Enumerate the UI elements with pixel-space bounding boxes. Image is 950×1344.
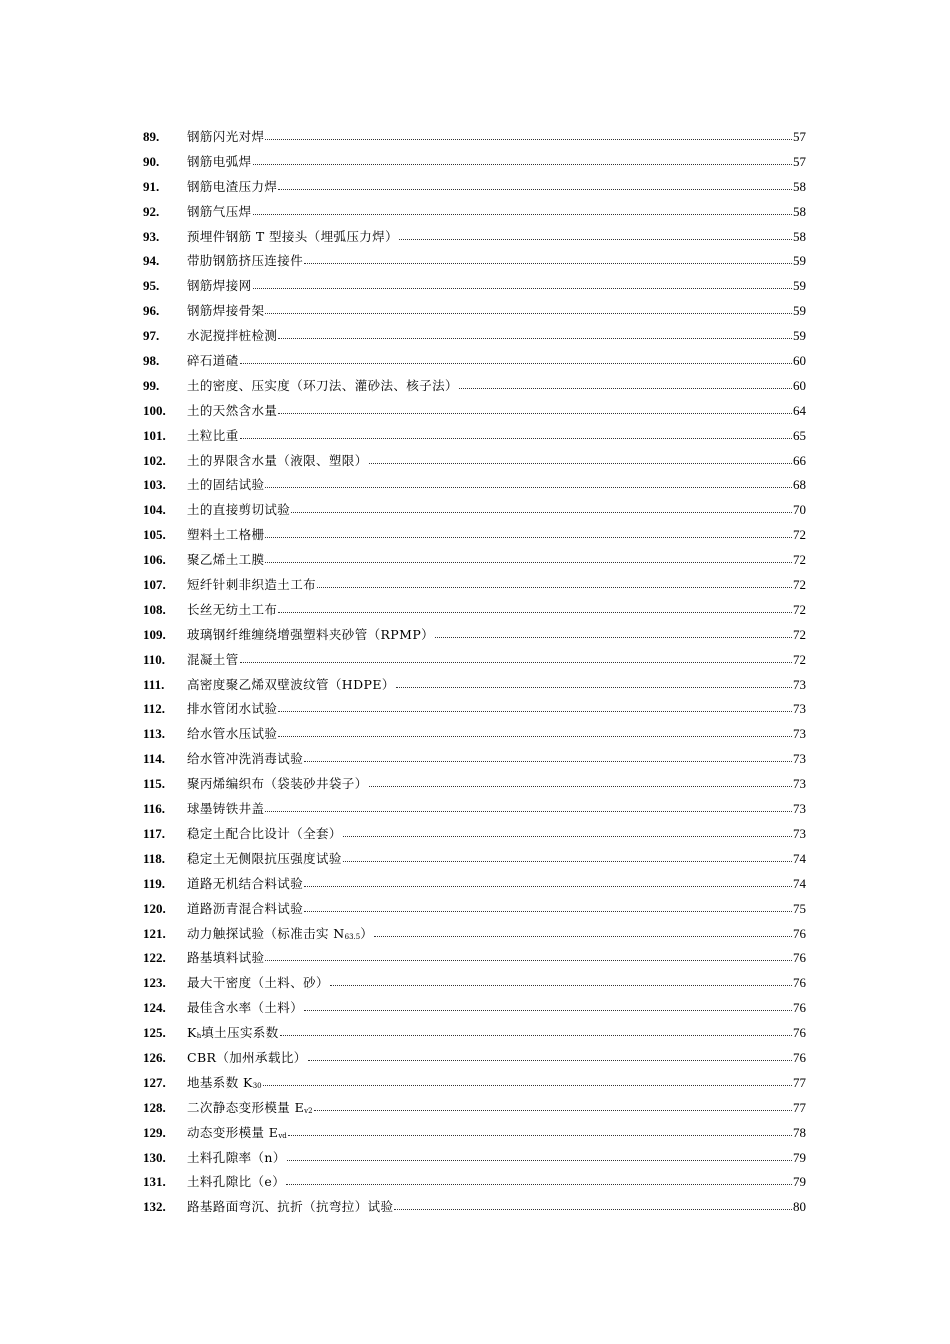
toc-entry-number: 123. [143, 975, 166, 991]
toc-entry-number: 109. [143, 626, 166, 642]
toc-dot-leader [265, 552, 792, 563]
toc-entry[interactable] [143, 1197, 806, 1222]
toc-entry[interactable] [143, 699, 806, 724]
toc-entry[interactable] [143, 948, 806, 973]
toc-entry-title-suffix: ） [360, 925, 374, 941]
toc-dot-leader [278, 328, 792, 339]
toc-entry-title [187, 575, 316, 595]
toc-dot-leader [240, 652, 792, 663]
toc-entry-subscript: h [196, 1032, 202, 1041]
toc-entry-title-suffix: 填土压实系数 [201, 1025, 279, 1041]
toc-entry-page-number: 65 [793, 427, 806, 443]
toc-entry-number: 117. [143, 825, 166, 841]
toc-entry-title [187, 1023, 279, 1046]
toc-entry-number: 121. [143, 925, 166, 941]
toc-entry-number: 127. [143, 1074, 166, 1090]
toc-entry-title-text: 钢筋焊接骨架 [187, 303, 265, 319]
toc-entry-title-text: 土的天然含水量 [187, 402, 278, 418]
toc-dot-leader [280, 1025, 792, 1036]
toc-entry-number: 110. [143, 651, 166, 667]
toc-dot-leader [304, 253, 792, 264]
toc-entry-page-number: 77 [793, 1099, 806, 1115]
toc-entry-title [187, 1197, 393, 1217]
toc-entry-page-number: 58 [793, 228, 806, 244]
toc-entry-title [187, 376, 458, 396]
toc-dot-leader [278, 403, 792, 414]
toc-entry[interactable] [143, 550, 806, 575]
toc-dot-leader [308, 1050, 792, 1061]
toc-entry-title-text: 塑料土工格栅 [187, 527, 265, 543]
toc-entry[interactable] [143, 152, 806, 177]
toc-entry-page-number: 74 [793, 875, 806, 891]
toc-entry-number: 126. [143, 1049, 166, 1065]
toc-entry[interactable] [143, 998, 806, 1023]
toc-entry-page-number: 79 [793, 1174, 806, 1190]
toc-entry[interactable] [143, 127, 806, 152]
toc-entry-page-number: 59 [793, 278, 806, 294]
toc-entry-title-text: 稳定土配合比设计（全套） [187, 825, 342, 841]
toc-entry-number: 103. [143, 477, 166, 493]
toc-entry-title-text: 钢筋焊接网 [187, 278, 252, 294]
toc-entry-number: 89. [143, 129, 160, 144]
toc-entry[interactable] [143, 973, 806, 998]
toc-entry[interactable] [143, 1073, 806, 1098]
toc-dot-leader [343, 851, 792, 862]
toc-entry[interactable] [143, 177, 806, 202]
toc-entry-number: 111. [143, 676, 165, 692]
toc-entry-title-text: 道路无机结合料试验 [187, 875, 304, 891]
toc-entry-title-text: 给水管水压试验 [187, 726, 278, 742]
toc-entry-number: 95. [143, 278, 160, 294]
toc-entry-title [187, 699, 277, 719]
toc-entry[interactable] [143, 625, 806, 650]
toc-entry-title-text: 路基路面弯沉、抗折（抗弯拉）试验 [187, 1199, 394, 1215]
toc-entry[interactable] [143, 1172, 806, 1197]
toc-entry-title [187, 1098, 313, 1121]
toc-dot-leader [343, 826, 792, 837]
toc-entry-page-number: 66 [793, 452, 806, 468]
toc-dot-leader [317, 577, 792, 588]
toc-entry[interactable] [143, 724, 806, 749]
toc-entry-page-number: 72 [793, 601, 806, 617]
toc-entry-page-number: 73 [793, 676, 806, 692]
toc-entry[interactable] [143, 251, 806, 276]
toc-entry-subscript: 63.5 [344, 932, 361, 941]
toc-dot-leader [304, 751, 792, 762]
toc-entry-title-text: 球墨铸铁井盖 [187, 801, 265, 817]
toc-dot-leader [253, 278, 792, 289]
toc-entry[interactable] [143, 475, 806, 500]
toc-entry[interactable] [143, 575, 806, 600]
toc-entry-title-text: 排水管闭水试验 [187, 701, 278, 717]
toc-entry-number: 98. [143, 353, 160, 369]
toc-entry-title-text: 短纤针刺非织造土工布 [187, 577, 317, 593]
toc-entry-title [187, 525, 264, 545]
toc-entry-number: 108. [143, 601, 166, 617]
toc-entry-title [187, 973, 329, 993]
toc-entry-number: 99. [143, 377, 160, 393]
toc-entry-number: 101. [143, 427, 166, 443]
toc-entry-title [187, 1073, 262, 1096]
toc-entry-title-text: 水泥搅拌桩检测 [187, 328, 278, 344]
toc-entry-page-number: 58 [793, 203, 806, 219]
toc-entry-title [187, 774, 368, 794]
toc-entry-title-text: 道路沥青混合料试验 [187, 900, 304, 916]
toc-entry-title [187, 202, 252, 222]
toc-dot-leader [374, 926, 792, 937]
toc-entry-number: 128. [143, 1099, 166, 1115]
toc-entry-page-number: 76 [793, 1049, 806, 1065]
toc-entry-title-text: 长丝无纺土工布 [187, 601, 278, 617]
toc-entry[interactable] [143, 500, 806, 525]
toc-entry-title [187, 625, 434, 645]
toc-entry-title [187, 650, 239, 670]
toc-dot-leader [253, 154, 792, 165]
toc-entry-number: 96. [143, 303, 160, 319]
toc-dot-leader [253, 204, 792, 215]
toc-entry-page-number: 72 [793, 626, 806, 642]
toc-entry-number: 130. [143, 1149, 166, 1165]
toc-entry-number: 129. [143, 1124, 166, 1140]
toc-entry-title-text: 稳定土无侧限抗压强度试验 [187, 850, 342, 866]
toc-dot-leader [399, 229, 792, 240]
toc-entry-title [187, 724, 277, 744]
toc-dot-leader [278, 726, 792, 737]
toc-dot-leader [278, 701, 792, 712]
toc-dot-leader [396, 677, 792, 688]
toc-dot-leader [265, 527, 792, 538]
toc-entry-page-number: 76 [793, 950, 806, 966]
toc-entry-number: 115. [143, 776, 166, 792]
toc-entry-title [187, 451, 368, 471]
toc-dot-leader [330, 975, 792, 986]
toc-dot-leader [314, 1100, 792, 1111]
toc-entry-page-number: 59 [793, 328, 806, 344]
toc-entry-title-text: 预埋件钢筋 T 型接头（埋弧压力焊） [187, 228, 398, 244]
toc-entry-title [187, 874, 303, 894]
toc-entry-page-number: 70 [793, 502, 806, 518]
toc-dot-leader [278, 602, 792, 613]
toc-entry-number: 100. [143, 402, 166, 418]
toc-dot-leader [304, 876, 792, 887]
toc-entry-page-number: 73 [793, 825, 806, 841]
toc-entry-page-number: 64 [793, 402, 806, 418]
toc-entry[interactable] [143, 1048, 806, 1073]
toc-entry-title [187, 351, 239, 371]
toc-entry[interactable] [143, 351, 806, 376]
toc-entry-page-number: 78 [793, 1124, 806, 1140]
toc-entry-title [187, 550, 264, 570]
toc-entry-title-text: 带肋钢筋挤压连接件 [187, 253, 304, 269]
toc-dot-leader [265, 950, 792, 961]
toc-entry[interactable] [143, 675, 806, 700]
toc-dot-leader [394, 1199, 792, 1210]
toc-entry-title-text: K [187, 1025, 197, 1041]
toc-entry[interactable] [143, 824, 806, 849]
toc-entry-subscript: 30 [252, 1081, 262, 1090]
toc-entry-page-number: 57 [793, 129, 806, 144]
toc-entry-title [187, 824, 342, 844]
toc-dot-leader [263, 1075, 792, 1086]
toc-entry-number: 92. [143, 203, 160, 219]
toc-entry-title-text: 聚乙烯土工膜 [187, 552, 265, 568]
toc-entry-title-text: 给水管冲洗消毒试验 [187, 751, 304, 767]
toc-entry-title [187, 152, 252, 172]
toc-entry-title [187, 500, 290, 520]
toc-entry-title-text: 玻璃钢纤维缠绕增强塑料夹砂管（RPMP） [187, 626, 435, 642]
toc-entry[interactable] [143, 1123, 806, 1148]
toc-entry-page-number: 60 [793, 353, 806, 369]
toc-entry-title [187, 948, 264, 968]
toc-entry-number: 125. [143, 1025, 166, 1041]
toc-entry-title-text: 路基填料试验 [187, 950, 265, 966]
toc-entry[interactable] [143, 749, 806, 774]
toc-entry[interactable] [143, 276, 806, 301]
toc-entry-page-number: 77 [793, 1074, 806, 1090]
toc-entry-page-number: 73 [793, 751, 806, 767]
toc-entry-title [187, 251, 303, 271]
toc-dot-leader [287, 1150, 792, 1161]
toc-entry-title [187, 1123, 287, 1146]
toc-entry[interactable] [143, 650, 806, 675]
toc-entry-title [187, 326, 277, 346]
toc-dot-leader [288, 1125, 792, 1136]
toc-entry-title [187, 227, 398, 247]
toc-entry[interactable] [143, 1148, 806, 1173]
toc-entry-title [187, 600, 277, 620]
toc-dot-leader [369, 776, 792, 787]
toc-entry-page-number: 80 [793, 1199, 806, 1215]
toc-dot-leader [286, 1174, 792, 1185]
toc-entry[interactable] [143, 525, 806, 550]
toc-entry-title [187, 899, 303, 919]
toc-entry[interactable] [143, 1098, 806, 1123]
toc-entry-number: 102. [143, 452, 166, 468]
toc-entry-title-text: 土的直接剪切试验 [187, 502, 291, 518]
toc-entry-number: 120. [143, 900, 166, 916]
toc-entry-title-text: 二次静态变形模量 E [187, 1099, 305, 1115]
toc-entry-page-number: 76 [793, 975, 806, 991]
toc-entry-number: 94. [143, 253, 160, 269]
toc-entry-title [187, 177, 277, 197]
toc-entry-number: 93. [143, 228, 160, 244]
toc-entry-title-text: 混凝土管 [187, 651, 239, 667]
toc-dot-leader [369, 453, 792, 464]
toc-entry-number: 114. [143, 751, 166, 767]
toc-entry-number: 119. [143, 875, 166, 891]
toc-entry-title-text: 动态变形模量 E [187, 1124, 279, 1140]
toc-entry-title-text: CBR（加州承载比） [187, 1049, 307, 1065]
toc-entry-page-number: 60 [793, 377, 806, 393]
toc-dot-leader [240, 428, 792, 439]
toc-entry[interactable] [143, 899, 806, 924]
toc-entry-title [187, 401, 277, 421]
toc-entry-number: 104. [143, 502, 166, 518]
toc-entry[interactable] [143, 874, 806, 899]
toc-entry-title [187, 426, 239, 446]
toc-dot-leader [278, 179, 792, 190]
toc-entry-page-number: 75 [793, 900, 806, 916]
toc-entry-number: 116. [143, 801, 166, 817]
toc-entry-page-number: 76 [793, 1000, 806, 1016]
toc-entry[interactable] [143, 376, 806, 401]
toc-entry-title [187, 799, 264, 819]
toc-entry-title-text: 土料孔隙率（n） [187, 1149, 286, 1165]
toc-entry[interactable] [143, 799, 806, 824]
toc-entry-title-text: 地基系数 K [187, 1074, 253, 1090]
toc-entry-title-text: 钢筋电渣压力焊 [187, 178, 278, 194]
toc-entry-title-text: 土的界限含水量（液限、塑限） [187, 452, 368, 468]
toc-entry-title-text: 碎石道碴 [187, 353, 239, 369]
toc-entry-title-text: 最大干密度（土料、砂） [187, 975, 329, 991]
toc-entry-title [187, 276, 252, 296]
toc-entry[interactable] [143, 849, 806, 874]
toc-dot-leader [435, 627, 792, 638]
toc-entry-page-number: 76 [793, 925, 806, 941]
toc-entry[interactable] [143, 924, 806, 949]
toc-entry-title [187, 749, 303, 769]
toc-entry-number: 118. [143, 850, 166, 866]
toc-entry-number: 132. [143, 1199, 166, 1215]
toc-entry-page-number: 73 [793, 776, 806, 792]
toc-entry-title [187, 127, 264, 147]
toc-entry-page-number: 74 [793, 850, 806, 866]
toc-entry-page-number: 73 [793, 726, 806, 742]
toc-dot-leader [291, 502, 792, 513]
toc-entry-number: 90. [143, 153, 160, 169]
toc-entry[interactable] [143, 202, 806, 227]
toc-entry-page-number: 59 [793, 303, 806, 319]
toc-entry-number: 107. [143, 577, 166, 593]
toc-entry-page-number: 73 [793, 801, 806, 817]
toc-entry[interactable] [143, 451, 806, 476]
toc-entry-page-number: 72 [793, 552, 806, 568]
toc-entry-title [187, 1048, 307, 1068]
toc-entry-title-text: 动力触探试验（标准击实 N [187, 925, 345, 941]
toc-entry-title-text: 高密度聚乙烯双壁波纹管（HDPE） [187, 676, 395, 692]
table-of-contents [143, 127, 806, 1222]
toc-entry-number: 91. [143, 178, 160, 194]
toc-dot-leader [265, 477, 792, 488]
toc-entry-title-text: 最佳含水率（土料） [187, 1000, 304, 1016]
toc-dot-leader [265, 303, 792, 314]
toc-entry-title-text: 土的固结试验 [187, 477, 265, 493]
toc-entry[interactable] [143, 774, 806, 799]
toc-entry-title [187, 675, 395, 695]
toc-entry-page-number: 73 [793, 701, 806, 717]
toc-entry-number: 131. [143, 1174, 166, 1190]
toc-entry-page-number: 57 [793, 153, 806, 169]
toc-entry-title [187, 849, 342, 869]
toc-entry-number: 106. [143, 552, 166, 568]
toc-entry[interactable] [143, 1023, 806, 1048]
toc-entry-number: 97. [143, 328, 160, 344]
toc-entry[interactable] [143, 227, 806, 252]
toc-entry-page-number: 59 [793, 253, 806, 269]
toc-dot-leader [304, 1000, 792, 1011]
toc-entry-subscript: vd [278, 1131, 287, 1140]
toc-entry[interactable] [143, 301, 806, 326]
toc-entry-title-text: 钢筋闪光对焊 [187, 129, 265, 144]
toc-dot-leader [265, 129, 792, 140]
toc-entry-title-text: 聚丙烯编织布（袋装砂井袋子） [187, 776, 368, 792]
toc-entry-number: 124. [143, 1000, 166, 1016]
toc-dot-leader [265, 801, 792, 812]
toc-entry-title-text: 钢筋电弧焊 [187, 153, 252, 169]
toc-entry-page-number: 76 [793, 1025, 806, 1041]
toc-dot-leader [459, 378, 792, 389]
toc-entry[interactable] [143, 600, 806, 625]
toc-entry-title-text: 土粒比重 [187, 427, 239, 443]
toc-entry-title [187, 1172, 285, 1192]
toc-entry-title-text: 土料孔隙比（e） [187, 1174, 286, 1190]
toc-entry-title [187, 1148, 286, 1168]
toc-entry-page-number: 72 [793, 527, 806, 543]
toc-entry-page-number: 58 [793, 178, 806, 194]
toc-entry-page-number: 79 [793, 1149, 806, 1165]
toc-entry-number: 122. [143, 950, 166, 966]
toc-entry-title-text: 土的密度、压实度（环刀法、灌砂法、核子法） [187, 377, 458, 393]
toc-entry-number: 112. [143, 701, 166, 717]
toc-entry-page-number: 72 [793, 577, 806, 593]
toc-entry-page-number: 72 [793, 651, 806, 667]
toc-entry-title [187, 301, 264, 321]
toc-dot-leader [304, 901, 792, 912]
toc-entry-number: 105. [143, 527, 166, 543]
toc-entry-title-text: 钢筋气压焊 [187, 203, 252, 219]
toc-dot-leader [240, 353, 792, 364]
toc-entry[interactable] [143, 326, 806, 351]
toc-entry[interactable] [143, 426, 806, 451]
toc-entry-title [187, 924, 373, 947]
toc-entry[interactable] [143, 401, 806, 426]
toc-entry-title [187, 475, 264, 495]
toc-entry-page-number: 68 [793, 477, 806, 493]
toc-entry-title [187, 998, 303, 1018]
toc-entry-subscript: v2 [304, 1106, 313, 1115]
toc-entry-number: 113. [143, 726, 166, 742]
